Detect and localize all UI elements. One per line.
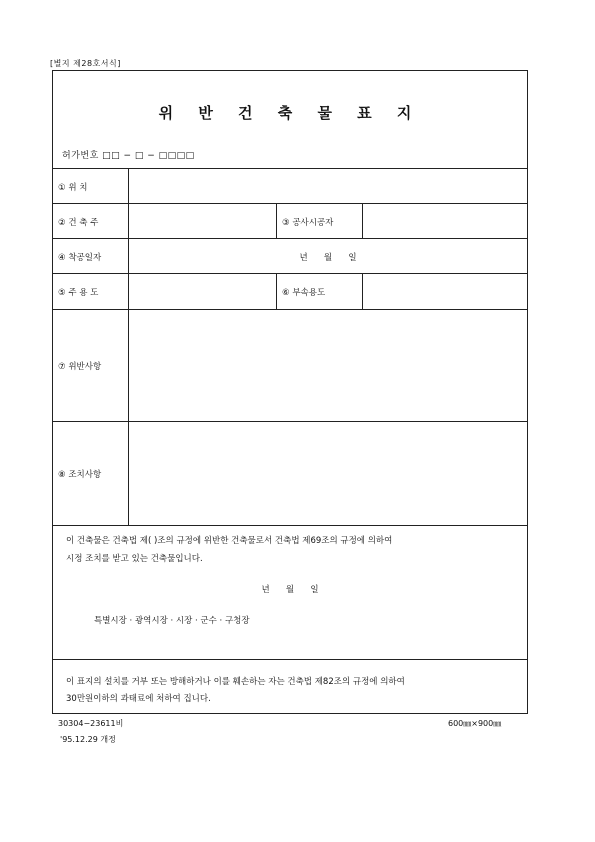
permit-number-line: 허가번호 □□ − □ − □□□□ xyxy=(62,151,195,161)
label-measures: ⑧ 조치사항 xyxy=(58,470,102,480)
revision-date: '95.12.29 개정 xyxy=(60,735,116,744)
row-divider xyxy=(52,203,528,204)
row-divider xyxy=(52,525,528,526)
cell-divider xyxy=(362,273,363,309)
label-start-date: ④ 착공일자 xyxy=(58,253,102,263)
cell-divider xyxy=(362,203,363,238)
row-divider xyxy=(52,238,528,239)
label-sub-use: ⑥ 부속용도 xyxy=(282,288,326,298)
label-contractor: ③ 공사시공자 xyxy=(282,218,334,228)
label-location: ① 위 치 xyxy=(58,183,88,193)
issuing-authority: 특별시장 · 광역시장 · 시장 · 군수 · 구청장 xyxy=(94,616,250,626)
form-number-tag: [별지 제28호서식] xyxy=(50,59,121,68)
label-column-divider xyxy=(128,168,129,525)
label-owner: ② 건 축 주 xyxy=(58,218,99,228)
form-code: 30304−23611비 xyxy=(58,719,124,728)
row-divider xyxy=(52,273,528,274)
cell-divider xyxy=(276,203,277,238)
warning-line-1: 이 표지의 설치를 거부 또는 방해하거나 이를 훼손하는 자는 건축법 제82조의 규정에 의하여 xyxy=(66,677,405,687)
sign-size: 600㎜×900㎜ xyxy=(448,719,502,728)
cell-divider xyxy=(276,273,277,309)
notice-date: 년 월 일 xyxy=(261,585,319,595)
label-main-use: ⑤ 주 용 도 xyxy=(58,288,99,298)
label-violation: ⑦ 위반사항 xyxy=(58,362,102,372)
notice-line-2: 시정 조치를 받고 있는 건축물입니다. xyxy=(66,554,203,564)
page-title: 위 반 건 축 물 표 지 xyxy=(158,104,422,122)
row-divider xyxy=(52,421,528,422)
row-divider xyxy=(52,168,528,169)
start-date-value: 년 월 일 xyxy=(299,253,357,263)
warning-line-2: 30만원이하의 과태료에 처하여 집니다. xyxy=(66,694,211,704)
row-divider xyxy=(52,309,528,310)
row-divider xyxy=(52,659,528,660)
notice-line-1: 이 건축물은 건축법 제( )조의 규정에 위반한 건축물로서 건축법 제69조의 규정에 의하여 xyxy=(66,536,393,546)
